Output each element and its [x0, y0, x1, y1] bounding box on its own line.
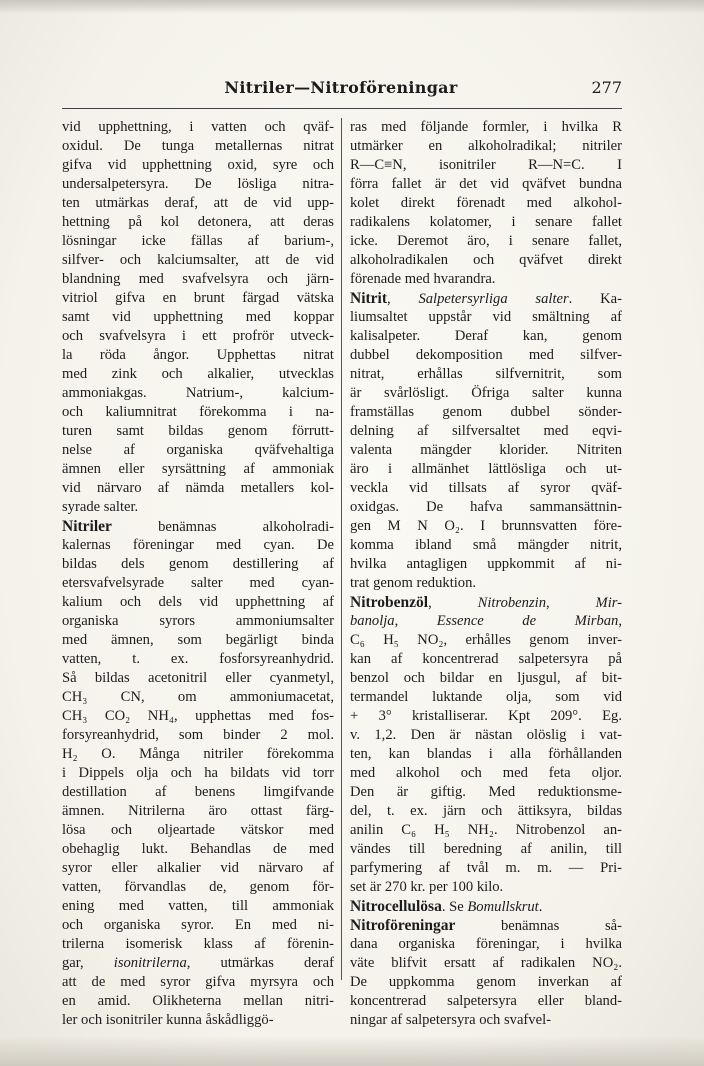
text-line: silfver- och kalciumsalter, att de vid: [62, 252, 334, 268]
text-line: ningar af salpetersyra och svafvel-: [350, 1012, 551, 1028]
text-line: hettning på kol detonera, att deras: [62, 214, 334, 230]
text-line: förenade med hvarandra.: [350, 271, 496, 287]
text-line: set är 270 kr. per 100 kilo.: [350, 879, 504, 895]
text-line: la röda ångor. Upphettas nitrat: [62, 347, 334, 363]
text-line: obehaglig lukt. Behandlas de med: [62, 841, 334, 857]
text-line: termandel luktande olja, som vid: [350, 689, 622, 705]
text-line: framställas genom dubbel sönder-: [350, 404, 622, 420]
text-line: Nitrobenzöl, Nitrobenzin, Mir-: [350, 594, 622, 611]
scan-edge-top: [0, 0, 704, 14]
text-line: nelse af organiska qväfvehaltiga: [62, 442, 334, 458]
header-title: Nitriler—Nitroföreningar: [224, 78, 458, 97]
text-line: med alkohol och med feta oljor.: [350, 765, 622, 781]
text-line: utmärker en alkoholradikal; nitriler: [350, 138, 622, 154]
page-number: 277: [591, 78, 622, 97]
text-line: banolja, Essence de Mirban,: [350, 613, 623, 629]
text-line: anilin C₆ H₅ NH₂. Nitrobenzol an-: [350, 822, 622, 838]
text-line: ening med vatten, till ammoniak: [62, 898, 334, 914]
text-line: i Dippels olja och ha bildats vid torr: [62, 765, 334, 781]
text-line: ras med följande formler, i hvilka R: [350, 119, 622, 135]
text-line: och svafvelsyra i ett profrör utveck-: [62, 328, 334, 344]
text-line: liumsaltet uppstår vid smältning af: [350, 309, 622, 325]
text-line: förra fallet är det vid qväfvet bundna: [350, 176, 622, 192]
text-line: C₆ H₅ NO₂, erhålles genom inver-: [350, 632, 622, 648]
text-line: vändes till beredning af anilin, till: [350, 841, 622, 857]
text-line: blandning med svafvelsyra och järn-: [62, 271, 334, 287]
text-line: H₂ O. Många nitriler förekomma: [62, 746, 334, 762]
text-line: och kaliumnitrat förekomma i na-: [62, 404, 334, 420]
text-line: v. 1,2. Den är nästan olöslig i vat-: [350, 727, 622, 743]
text-line: kan af koncentrerad salpetersyra på: [350, 651, 622, 667]
text-line: CH₃ CO₂ NH₄, upphettas med fos-: [62, 708, 334, 724]
text-line: gar, isonitrilerna, utmärkas deraf: [62, 955, 334, 971]
text-line: kalernas föreningar med cyan. De: [62, 537, 334, 553]
text-line: syrade salter.: [62, 499, 139, 515]
header-rule: [62, 108, 622, 109]
text-line: lösningar icke fällas af barium-,: [62, 233, 334, 249]
text-line: samt vid upphettning med koppar: [62, 309, 334, 325]
text-line: äro i allmänhet lättlösliga och ut-: [350, 461, 622, 477]
text-line: destillation af benens limgifvande: [62, 784, 334, 800]
column-divider: [341, 118, 342, 980]
text-line: kalisalpeter. Deraf kan, genom: [350, 328, 622, 344]
text-line: en amid. Olikheterna mellan nitri-: [62, 993, 334, 1009]
text-line: gifva vid upphettning oxid, syre och: [62, 157, 334, 173]
text-line: dana organiska föreningar, i hvilka: [350, 936, 622, 952]
right-column: [350, 118, 622, 1030]
text-line: del, t. ex. järn och ättiksyra, bildas: [350, 803, 622, 819]
text-line: koncentrerad salpetersyra eller bland-: [350, 993, 622, 1009]
text-line: lösa och oljeartade vätskor med: [62, 822, 334, 838]
text-line: etersvafvelsyrade salter med cyan-: [62, 575, 334, 591]
text-line: oxidul. De tunga metallernas nitrat: [62, 138, 334, 154]
text-line: icke. Deremot äro, i senare fallet,: [350, 233, 622, 249]
text-line: gen M N O₂. I brunnsvatten före-: [350, 518, 622, 534]
text-line: ten utmärkas deraf, att de vid upp-: [62, 195, 334, 211]
text-line: De uppkomma genom inverkan af: [350, 974, 622, 990]
text-line: syror eller alkalier vid närvaro af: [62, 860, 334, 876]
text-line: ämnen. Nitrilerna äro ottast färg-: [62, 803, 334, 819]
text-line: CH₃ CN, om ammoniumacetat,: [62, 689, 334, 705]
text-line: veckla vid tillsats af syror qväf-: [350, 480, 622, 496]
text-line: oxidgas. De hafva sammansättnin-: [350, 499, 622, 515]
text-line: nitrat, erhållas silfvernitrit, som: [350, 366, 622, 382]
text-line: kolet direkt förenadt med alkohol-: [350, 195, 622, 211]
text-line: + 3° kristalliserar. Kpt 209°. Eg.: [350, 708, 622, 724]
text-line: turen samt bildas genom förrutt-: [62, 423, 334, 439]
text-line: valenta mängder klorider. Nitriten: [350, 442, 622, 458]
text-line: organiska syrors ammoniumsalter: [62, 613, 334, 629]
text-line: Den är giftig. Med reduktionsme-: [350, 784, 622, 800]
text-line: Nitriler benämnas alkoholradi-: [62, 518, 334, 535]
text-line: ämnen eller syrsättning af ammoniak: [62, 461, 334, 477]
text-line: alkoholradikalen och qväfvet direkt: [350, 252, 622, 268]
text-line: och organiska syror. En med ni-: [62, 917, 334, 933]
text-line: radikalens kolatomer, i senare fallet: [350, 214, 622, 230]
text-line: Nitroföreningar benämnas så-: [350, 917, 622, 934]
scan-edge-bottom: [0, 1036, 704, 1066]
text-line: Nitrit, Salpetersyrliga salter. Ka-: [350, 290, 622, 307]
text-line: är svårlösligt. Öfriga salter kunna: [350, 385, 622, 401]
text-line: benzol och bildar en ljusgul, af bit-: [350, 670, 622, 686]
text-line: kalium och dels vid upphettning af: [62, 594, 334, 610]
text-line: parfymering af tvål m. m. — Pri-: [350, 860, 622, 876]
text-line: ammoniakgas. Natrium-, kalcium-: [62, 385, 334, 401]
text-line: Nitrocellulösa. Se Bomullskrut.: [350, 898, 543, 915]
text-line: ten, kan blandas i alla förhållanden: [350, 746, 622, 762]
left-column: [62, 118, 334, 1030]
text-line: trat genom reduktion.: [350, 575, 477, 591]
text-line: R—C≡N, isonitriler R—N=C. I: [350, 157, 622, 173]
text-line: vitriol gifva en brunt färgad vätska: [62, 290, 334, 306]
text-line: undersalpetersyra. De lösliga nitra-: [62, 176, 334, 192]
text-line: med zink och alkalier, utvecklas: [62, 366, 334, 382]
text-line: forsyreanhydrid, som binder 2 mol.: [62, 727, 334, 743]
running-header: [60, 78, 622, 104]
text-line: vid upphettning, i vatten och qväf-: [62, 119, 334, 135]
text-line: komma ibland små mängder nitrit,: [350, 537, 622, 553]
text-line: trilerna isomerisk klass af förenin-: [62, 936, 334, 952]
text-line: vatten, förvandlas de, genom för-: [62, 879, 334, 895]
text-line: dubbel dekomposition med silfver-: [350, 347, 622, 363]
text-line: bildas dels genom destillering af: [62, 556, 334, 572]
text-line: delning af silfversaltet med eqvi-: [350, 423, 622, 439]
text-line: med ämnen, som begärligt binda: [62, 632, 334, 648]
text-line: väte blifvit ersatt af radikalen NO₂.: [350, 955, 622, 971]
text-line: Så bildas acetonitril eller cyanmetyl,: [62, 670, 334, 686]
text-line: ler och isonitriler kunna åskådliggö-: [62, 1012, 274, 1028]
text-line: hvilka antagligen uppkommit af ni-: [350, 556, 622, 572]
text-line: vid närvaro af nämda metallers kol-: [62, 480, 334, 496]
text-line: vatten, t. ex. fosforsyreanhydrid.: [62, 651, 334, 667]
text-line: att de med syror gifva myrsyra och: [62, 974, 334, 990]
